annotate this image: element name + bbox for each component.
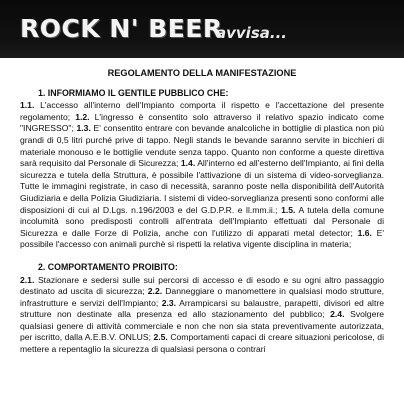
clause-1-5-text: A tutela della comune incolumità sono predisposti controlli all'entrata dell'Impianto effettuati dal Personale di Sicurezza e dalle Forze di Polizia, anche con l'utilizzo di apparati metal detector; <box>20 204 385 238</box>
clause-2-5-text: Comportamenti capaci di creare situazioni pericolose, di mettere a repentaglio la sicurezza di qualsiasi persona o contrari <box>20 332 384 355</box>
clause-1-4-text: All'interno ed all'esterno dell'Impianto, ai fini della sicurezza e tutela della Struttura, è possibile l'attivazione di un sistema di video-sorveglianza. Tutte le immagini registrate, in caso di necessità, saranno poste nella disponibilità dell'Autorità Giudiziaria e della Polizia Giudiziaria. I sistemi di video-sorveglianza presenti sono conformi alle disposizioni di cui al D.Lgs. n.196/2003 e del G.D.P.R. e ll.mm.ii.; <box>20 158 385 215</box>
section-2-heading: 2. COMPORTAMENTO PROIBITO: <box>38 261 178 272</box>
clause-2-3-text: Arrampicarsi su balaustre, parapetti, divisori ed altre strutture non destinate alla presenza ed allo stazionamento del pubblico; <box>20 297 384 320</box>
clause-1-5-ref: 1.5. <box>281 204 296 215</box>
clause-2-3-ref: 2.3. <box>161 297 177 308</box>
document-title: REGOLAMENTO DELLA MANIFESTAZIONE <box>107 68 297 78</box>
clause-1-3-ref: 1.3. <box>76 123 91 134</box>
clause-2-4-text: Svolgere qualsiasi genere di attività commerciale e non che non sia stata preventivamente autorizzata, per iscritto, dalla A.E.B.V. ONLUS; <box>20 309 384 343</box>
section-1-body <box>20 100 384 251</box>
brand-logo-text: ROCK N' BEER <box>20 14 223 43</box>
clause-2-4-ref: 2.4. <box>330 309 345 320</box>
clause-2-1-text: Stazionare e sedersi sulle sui percorsi di accesso e di esodo e su ogni altro passaggio destinato ad uscita di sicurezza; <box>20 274 384 297</box>
clause-1-6-ref: 1.6. <box>357 227 372 238</box>
regulation-document <box>20 68 384 356</box>
section-2-body <box>20 275 384 356</box>
brand-tagline: avvisa... <box>216 24 287 42</box>
clause-2-1-ref: 2.1. <box>20 274 35 285</box>
clause-1-1-ref: 1.1. <box>20 100 35 111</box>
clause-1-6-text: E' possibile l'accesso con animali purchè si rispetti la relativa vigente disciplina in materia; <box>20 227 384 250</box>
clause-1-2-text: L'ingresso è consentito solo attraverso il relativo spazio indicato come "INGRESSO"; <box>20 111 384 134</box>
clause-1-2-ref: 1.2. <box>75 111 90 122</box>
clause-2-2-ref: 2.2. <box>147 286 163 297</box>
clause-1-1-text: L'accesso all'interno dell'Impianto comporta il rispetto e l'accettazione del presente regolamento; <box>20 100 384 122</box>
clause-2-2-text: Danneggiare o manomettere in qualsiasi modo strutture, infrastrutture e servizi dell'Impianto; <box>20 286 384 308</box>
section-1-heading: 1. INFORMIAMO IL GENTILE PUBBLICO CHE: <box>38 87 229 98</box>
clause-1-3-text: E' consentito entrare con bevande analcoliche in bottiglie di plastica non più grandi di 0,5 litri purché prive di tappo. Negli stands le bevande saranno servite in bicchieri di materiale monouso e le bottiglie vendute senza tappo. Quanto non conforme a queste direttiva sarà requisito dal Personale di Sicurezza; <box>20 123 384 169</box>
clause-2-5-ref: 2.5. <box>153 332 168 343</box>
section-gap <box>20 251 384 262</box>
clause-1-4-ref: 1.4. <box>180 158 196 169</box>
header-banner <box>0 0 404 58</box>
